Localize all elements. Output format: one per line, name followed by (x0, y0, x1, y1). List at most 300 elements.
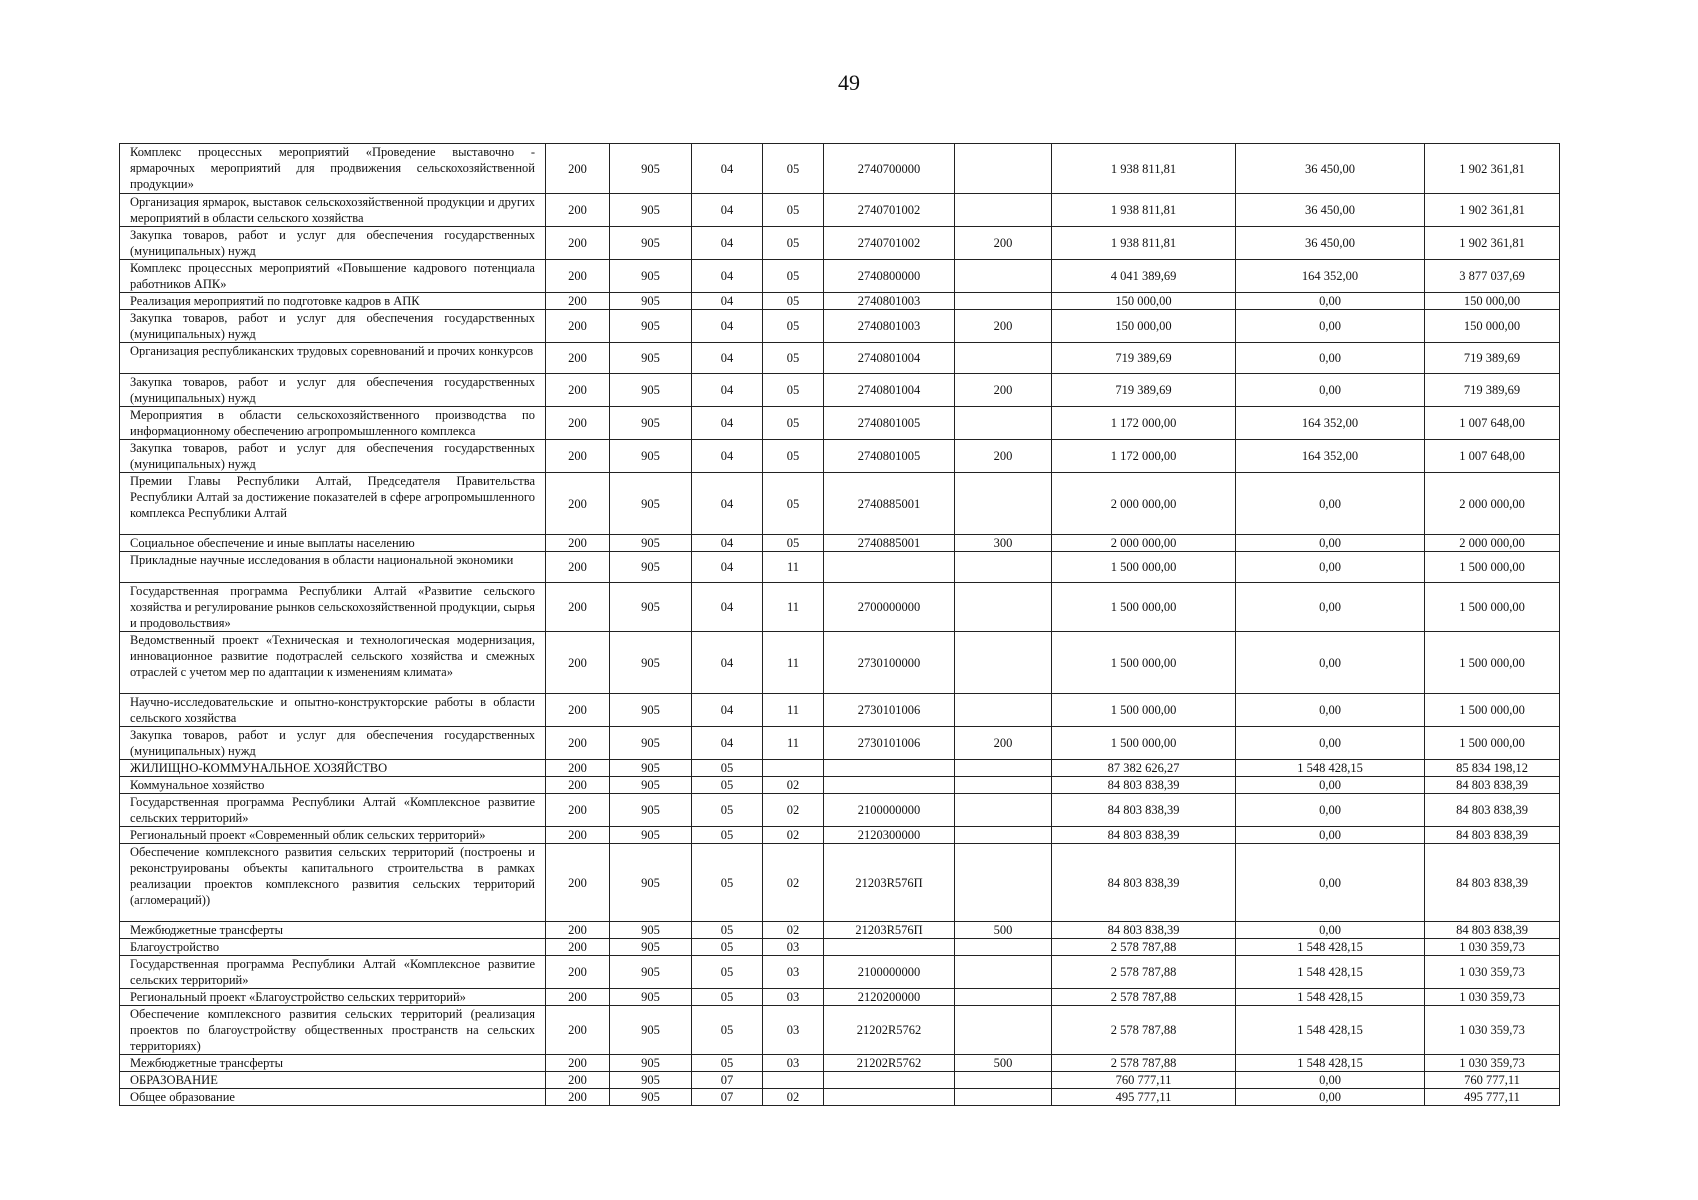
department-code-cell: 905 (610, 260, 692, 293)
subsection-code-cell: 05 (763, 144, 824, 194)
target-item-code-cell: 2740701002 (824, 194, 955, 227)
total-amount-cell: 760 777,11 (1052, 1072, 1236, 1089)
regional-amount-cell: 1 007 648,00 (1425, 407, 1560, 440)
subsection-code-cell: 05 (763, 194, 824, 227)
section-code-cell: 04 (692, 144, 763, 194)
row-name-cell: Региональный проект «Благоустройство сельских территорий» (120, 989, 546, 1006)
section-code-cell: 04 (692, 227, 763, 260)
target-item-code-cell: 2740800000 (824, 260, 955, 293)
target-item-code-cell: 2120300000 (824, 827, 955, 844)
expense-type-code-cell: 200 (955, 374, 1052, 407)
expense-type-code-cell: 200 (955, 727, 1052, 760)
admin-code-cell: 200 (546, 310, 610, 343)
department-code-cell: 905 (610, 473, 692, 535)
total-amount-cell: 1 500 000,00 (1052, 632, 1236, 694)
expense-type-code-cell: 200 (955, 440, 1052, 473)
expense-type-code-cell (955, 407, 1052, 440)
total-amount-cell: 84 803 838,39 (1052, 827, 1236, 844)
federal-amount-cell: 164 352,00 (1236, 440, 1425, 473)
row-name-cell: Государственная программа Республики Алтай «Развитие сельского хозяйства и регулирование рынков сельскохозяйственной продукции, сырья и продовольствия» (120, 583, 546, 632)
table-row (120, 844, 1560, 922)
target-item-code-cell: 2730101006 (824, 694, 955, 727)
table-row (120, 343, 1560, 374)
expense-type-code-cell (955, 260, 1052, 293)
section-code-cell: 04 (692, 727, 763, 760)
admin-code-cell: 200 (546, 552, 610, 583)
admin-code-cell: 200 (546, 760, 610, 777)
table-row (120, 694, 1560, 727)
department-code-cell: 905 (610, 1072, 692, 1089)
section-code-cell: 04 (692, 260, 763, 293)
federal-amount-cell: 0,00 (1236, 844, 1425, 922)
table-row (120, 760, 1560, 777)
expense-type-code-cell: 200 (955, 310, 1052, 343)
expense-type-code-cell: 500 (955, 922, 1052, 939)
expense-type-code-cell (955, 844, 1052, 922)
subsection-code-cell: 05 (763, 260, 824, 293)
total-amount-cell: 2 578 787,88 (1052, 939, 1236, 956)
regional-amount-cell: 1 902 361,81 (1425, 227, 1560, 260)
total-amount-cell: 84 803 838,39 (1052, 777, 1236, 794)
regional-amount-cell: 1 030 359,73 (1425, 939, 1560, 956)
regional-amount-cell: 150 000,00 (1425, 310, 1560, 343)
row-name-cell: Закупка товаров, работ и услуг для обеспечения государственных (муниципальных) нужд (120, 227, 546, 260)
section-code-cell: 04 (692, 293, 763, 310)
subsection-code-cell: 03 (763, 956, 824, 989)
admin-code-cell: 200 (546, 956, 610, 989)
subsection-code-cell (763, 760, 824, 777)
table-row (120, 552, 1560, 583)
federal-amount-cell: 0,00 (1236, 343, 1425, 374)
subsection-code-cell: 02 (763, 844, 824, 922)
table-row (120, 144, 1560, 194)
total-amount-cell: 150 000,00 (1052, 293, 1236, 310)
department-code-cell: 905 (610, 343, 692, 374)
target-item-code-cell: 2740801004 (824, 374, 955, 407)
subsection-code-cell (763, 1072, 824, 1089)
subsection-code-cell: 03 (763, 1006, 824, 1055)
expense-type-code-cell (955, 939, 1052, 956)
target-item-code-cell: 21203R576П (824, 922, 955, 939)
department-code-cell: 905 (610, 440, 692, 473)
target-item-code-cell: 2740885001 (824, 535, 955, 552)
federal-amount-cell: 1 548 428,15 (1236, 760, 1425, 777)
department-code-cell: 905 (610, 1055, 692, 1072)
federal-amount-cell: 0,00 (1236, 535, 1425, 552)
section-code-cell: 05 (692, 989, 763, 1006)
federal-amount-cell: 0,00 (1236, 794, 1425, 827)
regional-amount-cell: 3 877 037,69 (1425, 260, 1560, 293)
table-row (120, 583, 1560, 632)
expense-type-code-cell (955, 694, 1052, 727)
table-row (120, 1006, 1560, 1055)
target-item-code-cell: 2740700000 (824, 144, 955, 194)
table-row (120, 407, 1560, 440)
section-code-cell: 05 (692, 922, 763, 939)
admin-code-cell: 200 (546, 293, 610, 310)
target-item-code-cell: 2740801005 (824, 407, 955, 440)
subsection-code-cell: 05 (763, 343, 824, 374)
regional-amount-cell: 1 030 359,73 (1425, 956, 1560, 989)
department-code-cell: 905 (610, 956, 692, 989)
federal-amount-cell: 164 352,00 (1236, 407, 1425, 440)
row-name-cell: Закупка товаров, работ и услуг для обеспечения государственных (муниципальных) нужд (120, 374, 546, 407)
expense-type-code-cell: 200 (955, 227, 1052, 260)
table-row (120, 227, 1560, 260)
subsection-code-cell: 05 (763, 535, 824, 552)
federal-amount-cell: 0,00 (1236, 922, 1425, 939)
row-name-cell: Социальное обеспечение и иные выплаты населению (120, 535, 546, 552)
row-name-cell: Региональный проект «Современный облик сельских территорий» (120, 827, 546, 844)
table-row (120, 260, 1560, 293)
subsection-code-cell: 05 (763, 293, 824, 310)
target-item-code-cell: 21202R5762 (824, 1055, 955, 1072)
table-row (120, 939, 1560, 956)
admin-code-cell: 200 (546, 989, 610, 1006)
regional-amount-cell: 1 030 359,73 (1425, 1006, 1560, 1055)
table-row (120, 922, 1560, 939)
target-item-code-cell: 21202R5762 (824, 1006, 955, 1055)
department-code-cell: 905 (610, 407, 692, 440)
federal-amount-cell: 0,00 (1236, 1089, 1425, 1106)
admin-code-cell: 200 (546, 194, 610, 227)
row-name-cell: Общее образование (120, 1089, 546, 1106)
department-code-cell: 905 (610, 760, 692, 777)
regional-amount-cell: 84 803 838,39 (1425, 794, 1560, 827)
table-row (120, 440, 1560, 473)
regional-amount-cell: 1 500 000,00 (1425, 694, 1560, 727)
total-amount-cell: 2 578 787,88 (1052, 1006, 1236, 1055)
section-code-cell: 04 (692, 535, 763, 552)
row-name-cell: ОБРАЗОВАНИЕ (120, 1072, 546, 1089)
admin-code-cell: 200 (546, 922, 610, 939)
department-code-cell: 905 (610, 727, 692, 760)
expense-type-code-cell (955, 1089, 1052, 1106)
department-code-cell: 905 (610, 552, 692, 583)
row-name-cell: Комплекс процессных мероприятий «Проведение выставочно - ярмарочных мероприятий для продвижения сельскохозяйственной продукции» (120, 144, 546, 194)
section-code-cell: 04 (692, 694, 763, 727)
target-item-code-cell: 2740801003 (824, 310, 955, 343)
regional-amount-cell: 1 030 359,73 (1425, 1055, 1560, 1072)
federal-amount-cell: 0,00 (1236, 374, 1425, 407)
section-code-cell: 04 (692, 473, 763, 535)
subsection-code-cell: 05 (763, 374, 824, 407)
department-code-cell: 905 (610, 227, 692, 260)
federal-amount-cell: 0,00 (1236, 1072, 1425, 1089)
federal-amount-cell: 0,00 (1236, 552, 1425, 583)
regional-amount-cell: 84 803 838,39 (1425, 844, 1560, 922)
section-code-cell: 04 (692, 310, 763, 343)
federal-amount-cell: 164 352,00 (1236, 260, 1425, 293)
total-amount-cell: 1 172 000,00 (1052, 407, 1236, 440)
subsection-code-cell: 02 (763, 794, 824, 827)
section-code-cell: 05 (692, 827, 763, 844)
target-item-code-cell (824, 1089, 955, 1106)
admin-code-cell: 200 (546, 777, 610, 794)
admin-code-cell: 200 (546, 260, 610, 293)
admin-code-cell: 200 (546, 632, 610, 694)
regional-amount-cell: 1 007 648,00 (1425, 440, 1560, 473)
row-name-cell: Закупка товаров, работ и услуг для обеспечения государственных (муниципальных) нужд (120, 727, 546, 760)
federal-amount-cell: 0,00 (1236, 473, 1425, 535)
row-name-cell: ЖИЛИЩНО-КОММУНАЛЬНОЕ ХОЗЯЙСТВО (120, 760, 546, 777)
section-code-cell: 07 (692, 1072, 763, 1089)
row-name-cell: Организация ярмарок, выставок сельскохозяйственной продукции и других мероприятий в области сельского хозяйства (120, 194, 546, 227)
row-name-cell: Обеспечение комплексного развития сельских территорий (построены и реконструированы объекты капитального строительства в рамках реализации проектов комплексного развития сельских территорий (агломераций)) (120, 844, 546, 922)
department-code-cell: 905 (610, 922, 692, 939)
total-amount-cell: 2 578 787,88 (1052, 989, 1236, 1006)
expense-type-code-cell: 500 (955, 1055, 1052, 1072)
department-code-cell: 905 (610, 374, 692, 407)
table-row (120, 727, 1560, 760)
total-amount-cell: 2 000 000,00 (1052, 473, 1236, 535)
department-code-cell: 905 (610, 535, 692, 552)
row-name-cell: Организация республиканских трудовых соревнований и прочих конкурсов (120, 343, 546, 374)
section-code-cell: 05 (692, 777, 763, 794)
regional-amount-cell: 1 500 000,00 (1425, 583, 1560, 632)
regional-amount-cell: 1 500 000,00 (1425, 552, 1560, 583)
regional-amount-cell: 719 389,69 (1425, 343, 1560, 374)
expense-type-code-cell (955, 293, 1052, 310)
expense-type-code-cell (955, 827, 1052, 844)
table-row (120, 310, 1560, 343)
total-amount-cell: 84 803 838,39 (1052, 922, 1236, 939)
target-item-code-cell: 2740801003 (824, 293, 955, 310)
section-code-cell: 04 (692, 632, 763, 694)
federal-amount-cell: 1 548 428,15 (1236, 939, 1425, 956)
expense-type-code-cell (955, 1006, 1052, 1055)
table-row (120, 1072, 1560, 1089)
department-code-cell: 905 (610, 310, 692, 343)
section-code-cell: 04 (692, 374, 763, 407)
section-code-cell: 05 (692, 760, 763, 777)
row-name-cell: Межбюджетные трансферты (120, 922, 546, 939)
subsection-code-cell: 05 (763, 440, 824, 473)
admin-code-cell: 200 (546, 583, 610, 632)
table-row (120, 989, 1560, 1006)
target-item-code-cell: 2100000000 (824, 794, 955, 827)
subsection-code-cell: 03 (763, 989, 824, 1006)
total-amount-cell: 1 938 811,81 (1052, 194, 1236, 227)
target-item-code-cell: 2100000000 (824, 956, 955, 989)
subsection-code-cell: 05 (763, 310, 824, 343)
expense-type-code-cell (955, 760, 1052, 777)
subsection-code-cell: 11 (763, 552, 824, 583)
regional-amount-cell: 1 902 361,81 (1425, 144, 1560, 194)
total-amount-cell: 84 803 838,39 (1052, 794, 1236, 827)
department-code-cell: 905 (610, 293, 692, 310)
department-code-cell: 905 (610, 1089, 692, 1106)
admin-code-cell: 200 (546, 1055, 610, 1072)
section-code-cell: 05 (692, 939, 763, 956)
admin-code-cell: 200 (546, 794, 610, 827)
table-row (120, 194, 1560, 227)
admin-code-cell: 200 (546, 407, 610, 440)
target-item-code-cell (824, 552, 955, 583)
regional-amount-cell: 150 000,00 (1425, 293, 1560, 310)
target-item-code-cell (824, 939, 955, 956)
expense-type-code-cell (955, 956, 1052, 989)
expense-type-code-cell (955, 777, 1052, 794)
target-item-code-cell (824, 777, 955, 794)
total-amount-cell: 2 578 787,88 (1052, 1055, 1236, 1072)
total-amount-cell: 1 172 000,00 (1052, 440, 1236, 473)
row-name-cell: Государственная программа Республики Алтай «Комплексное развитие сельских территорий» (120, 956, 546, 989)
regional-amount-cell: 2 000 000,00 (1425, 473, 1560, 535)
department-code-cell: 905 (610, 144, 692, 194)
target-item-code-cell (824, 1072, 955, 1089)
department-code-cell: 905 (610, 939, 692, 956)
admin-code-cell: 200 (546, 535, 610, 552)
federal-amount-cell: 36 450,00 (1236, 227, 1425, 260)
total-amount-cell: 2 000 000,00 (1052, 535, 1236, 552)
subsection-code-cell: 05 (763, 473, 824, 535)
row-name-cell: Закупка товаров, работ и услуг для обеспечения государственных (муниципальных) нужд (120, 440, 546, 473)
total-amount-cell: 4 041 389,69 (1052, 260, 1236, 293)
department-code-cell: 905 (610, 194, 692, 227)
budget-table (119, 143, 1560, 1106)
total-amount-cell: 84 803 838,39 (1052, 844, 1236, 922)
expense-type-code-cell: 300 (955, 535, 1052, 552)
subsection-code-cell: 05 (763, 407, 824, 440)
admin-code-cell: 200 (546, 374, 610, 407)
total-amount-cell: 1 938 811,81 (1052, 227, 1236, 260)
admin-code-cell: 200 (546, 343, 610, 374)
section-code-cell: 05 (692, 956, 763, 989)
row-name-cell: Ведомственный проект «Техническая и технологическая модернизация, инновационное развитие подотраслей сельского хозяйства и смежных отраслей с учетом мер по адаптации к изменениям климата» (120, 632, 546, 694)
row-name-cell: Межбюджетные трансферты (120, 1055, 546, 1072)
admin-code-cell: 200 (546, 1089, 610, 1106)
total-amount-cell: 2 578 787,88 (1052, 956, 1236, 989)
target-item-code-cell: 2120200000 (824, 989, 955, 1006)
expense-type-code-cell (955, 552, 1052, 583)
total-amount-cell: 150 000,00 (1052, 310, 1236, 343)
subsection-code-cell: 11 (763, 694, 824, 727)
total-amount-cell: 1 500 000,00 (1052, 552, 1236, 583)
department-code-cell: 905 (610, 794, 692, 827)
expense-type-code-cell (955, 343, 1052, 374)
section-code-cell: 05 (692, 1055, 763, 1072)
regional-amount-cell: 2 000 000,00 (1425, 535, 1560, 552)
section-code-cell: 07 (692, 1089, 763, 1106)
department-code-cell: 905 (610, 1006, 692, 1055)
row-name-cell: Обеспечение комплексного развития сельских территорий (реализация проектов по благоустройству общественных пространств на сельских территориях) (120, 1006, 546, 1055)
row-name-cell: Закупка товаров, работ и услуг для обеспечения государственных (муниципальных) нужд (120, 310, 546, 343)
federal-amount-cell: 0,00 (1236, 583, 1425, 632)
row-name-cell: Коммунальное хозяйство (120, 777, 546, 794)
expense-type-code-cell (955, 144, 1052, 194)
admin-code-cell: 200 (546, 1006, 610, 1055)
department-code-cell: 905 (610, 989, 692, 1006)
section-code-cell: 04 (692, 343, 763, 374)
table-row (120, 293, 1560, 310)
expense-type-code-cell (955, 583, 1052, 632)
expense-type-code-cell (955, 632, 1052, 694)
row-name-cell: Прикладные научные исследования в области национальной экономики (120, 552, 546, 583)
total-amount-cell: 87 382 626,27 (1052, 760, 1236, 777)
row-name-cell: Мероприятия в области сельскохозяйственного производства по информационному обеспечению агропромышленного комплекса (120, 407, 546, 440)
admin-code-cell: 200 (546, 144, 610, 194)
federal-amount-cell: 36 450,00 (1236, 144, 1425, 194)
subsection-code-cell: 03 (763, 939, 824, 956)
department-code-cell: 905 (610, 694, 692, 727)
federal-amount-cell: 1 548 428,15 (1236, 989, 1425, 1006)
target-item-code-cell: 2740801005 (824, 440, 955, 473)
target-item-code-cell: 2740801004 (824, 343, 955, 374)
section-code-cell: 04 (692, 552, 763, 583)
table-row (120, 777, 1560, 794)
section-code-cell: 05 (692, 844, 763, 922)
row-name-cell: Комплекс процессных мероприятий «Повышение кадрового потенциала работников АПК» (120, 260, 546, 293)
admin-code-cell: 200 (546, 1072, 610, 1089)
target-item-code-cell: 2740701002 (824, 227, 955, 260)
section-code-cell: 04 (692, 407, 763, 440)
admin-code-cell: 200 (546, 694, 610, 727)
department-code-cell: 905 (610, 583, 692, 632)
federal-amount-cell: 1 548 428,15 (1236, 1055, 1425, 1072)
admin-code-cell: 200 (546, 939, 610, 956)
table-row (120, 827, 1560, 844)
section-code-cell: 04 (692, 440, 763, 473)
table-row (120, 535, 1560, 552)
target-item-code-cell: 2730100000 (824, 632, 955, 694)
table-row (120, 632, 1560, 694)
total-amount-cell: 719 389,69 (1052, 374, 1236, 407)
table-row (120, 1055, 1560, 1072)
federal-amount-cell: 0,00 (1236, 293, 1425, 310)
regional-amount-cell: 84 803 838,39 (1425, 777, 1560, 794)
table-row (120, 374, 1560, 407)
table-body (120, 144, 1560, 1106)
section-code-cell: 05 (692, 1006, 763, 1055)
federal-amount-cell: 0,00 (1236, 827, 1425, 844)
expense-type-code-cell (955, 1072, 1052, 1089)
subsection-code-cell: 11 (763, 583, 824, 632)
subsection-code-cell: 02 (763, 777, 824, 794)
total-amount-cell: 1 938 811,81 (1052, 144, 1236, 194)
department-code-cell: 905 (610, 827, 692, 844)
table-row (120, 794, 1560, 827)
federal-amount-cell: 1 548 428,15 (1236, 1006, 1425, 1055)
regional-amount-cell: 1 500 000,00 (1425, 727, 1560, 760)
section-code-cell: 04 (692, 583, 763, 632)
subsection-code-cell: 03 (763, 1055, 824, 1072)
total-amount-cell: 1 500 000,00 (1052, 694, 1236, 727)
federal-amount-cell: 36 450,00 (1236, 194, 1425, 227)
regional-amount-cell: 1 030 359,73 (1425, 989, 1560, 1006)
target-item-code-cell: 2700000000 (824, 583, 955, 632)
department-code-cell: 905 (610, 777, 692, 794)
regional-amount-cell: 84 803 838,39 (1425, 827, 1560, 844)
subsection-code-cell: 02 (763, 1089, 824, 1106)
federal-amount-cell: 0,00 (1236, 694, 1425, 727)
regional-amount-cell: 1 902 361,81 (1425, 194, 1560, 227)
federal-amount-cell: 1 548 428,15 (1236, 956, 1425, 989)
federal-amount-cell: 0,00 (1236, 777, 1425, 794)
section-code-cell: 04 (692, 194, 763, 227)
regional-amount-cell: 495 777,11 (1425, 1089, 1560, 1106)
total-amount-cell: 1 500 000,00 (1052, 727, 1236, 760)
target-item-code-cell: 2730101006 (824, 727, 955, 760)
target-item-code-cell: 2740885001 (824, 473, 955, 535)
federal-amount-cell: 0,00 (1236, 727, 1425, 760)
subsection-code-cell: 05 (763, 227, 824, 260)
department-code-cell: 905 (610, 632, 692, 694)
total-amount-cell: 1 500 000,00 (1052, 583, 1236, 632)
row-name-cell: Премии Главы Республики Алтай, Председателя Правительства Республики Алтай за достижение показателей в сфере агропромышленного комплекса Республики Алтай (120, 473, 546, 535)
admin-code-cell: 200 (546, 473, 610, 535)
admin-code-cell: 200 (546, 827, 610, 844)
